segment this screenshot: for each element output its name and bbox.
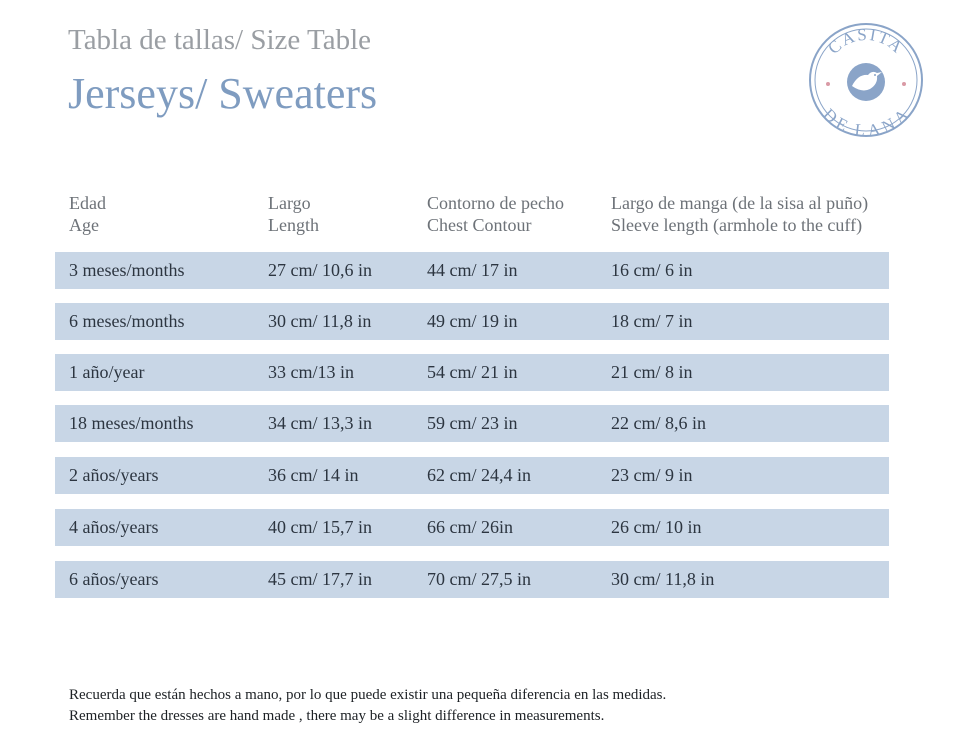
cell-chest: 66 cm/ 26in bbox=[427, 517, 513, 537]
cell-chest: 70 cm/ 27,5 in bbox=[427, 569, 531, 589]
footer-note-en: Remember the dresses are hand made , there may be a slight difference in measurements. bbox=[69, 708, 605, 724]
cell-sleeve: 26 cm/ 10 in bbox=[611, 517, 702, 537]
column-header-sleeve bbox=[611, 192, 868, 236]
table-row bbox=[55, 509, 889, 546]
column-header-sleeve-es: Largo de manga (de la sisa al puño) bbox=[611, 193, 869, 213]
cell-sleeve: 21 cm/ 8 in bbox=[611, 362, 693, 382]
table-row bbox=[55, 561, 889, 598]
bird-icon bbox=[847, 63, 885, 101]
cell-chest: 62 cm/ 24,4 in bbox=[427, 465, 531, 485]
cell-length: 30 cm/ 11,8 in bbox=[268, 311, 372, 331]
cell-sleeve: 22 cm/ 8,6 in bbox=[611, 413, 706, 433]
cell-chest: 54 cm/ 21 in bbox=[427, 362, 518, 382]
column-header-age-es: Edad bbox=[69, 193, 106, 213]
table-row bbox=[55, 354, 889, 391]
footer-note bbox=[69, 685, 666, 727]
table-row bbox=[55, 252, 889, 289]
cell-age: 3 meses/months bbox=[69, 260, 185, 280]
logo-bottom-textpath: DE LANA bbox=[819, 104, 913, 140]
footer-note-es: Recuerda que están hechos a mano, por lo que puede existir una pequeña diferencia en las medidas. bbox=[69, 687, 667, 703]
cell-age: 18 meses/months bbox=[69, 413, 194, 433]
cell-sleeve: 18 cm/ 7 in bbox=[611, 311, 693, 331]
cell-length: 40 cm/ 15,7 in bbox=[268, 517, 372, 537]
column-header-sleeve-en: Sleeve length (armhole to the cuff) bbox=[611, 215, 863, 235]
page-subtitle: Tabla de tallas/ Size Table bbox=[68, 24, 372, 56]
cell-sleeve: 30 cm/ 11,8 in bbox=[611, 569, 715, 589]
column-header-length-en: Length bbox=[268, 215, 319, 235]
cell-age: 2 años/years bbox=[69, 465, 159, 485]
cell-chest: 44 cm/ 17 in bbox=[427, 260, 518, 280]
casita-de-lana-logo bbox=[806, 20, 926, 140]
cell-chest: 49 cm/ 19 in bbox=[427, 311, 518, 331]
cell-age: 1 año/year bbox=[69, 362, 145, 382]
cell-length: 33 cm/13 in bbox=[268, 362, 354, 382]
cell-length: 36 cm/ 14 in bbox=[268, 465, 359, 485]
column-header-age bbox=[69, 192, 106, 236]
column-header-chest bbox=[427, 192, 564, 236]
table-row bbox=[55, 457, 889, 494]
table-row bbox=[55, 303, 889, 340]
cell-length: 34 cm/ 13,3 in bbox=[268, 413, 372, 433]
table-row bbox=[55, 405, 889, 442]
cell-sleeve: 16 cm/ 6 in bbox=[611, 260, 693, 280]
page-title: Jerseys/ Sweaters bbox=[68, 69, 378, 118]
cell-age: 6 meses/months bbox=[69, 311, 185, 331]
cell-sleeve: 23 cm/ 9 in bbox=[611, 465, 693, 485]
cell-age: 4 años/years bbox=[69, 517, 159, 537]
cell-length: 27 cm/ 10,6 in bbox=[268, 260, 372, 280]
column-header-length-es: Largo bbox=[268, 193, 311, 213]
cell-chest: 59 cm/ 23 in bbox=[427, 413, 518, 433]
column-header-length bbox=[268, 192, 319, 236]
cell-length: 45 cm/ 17,7 in bbox=[268, 569, 372, 589]
logo-top-textpath: CASITA bbox=[824, 24, 908, 58]
column-header-age-en: Age bbox=[69, 215, 99, 235]
cell-age: 6 años/years bbox=[69, 569, 159, 589]
column-header-chest-en: Chest Contour bbox=[427, 215, 532, 235]
column-header-chest-es: Contorno de pecho bbox=[427, 193, 564, 213]
